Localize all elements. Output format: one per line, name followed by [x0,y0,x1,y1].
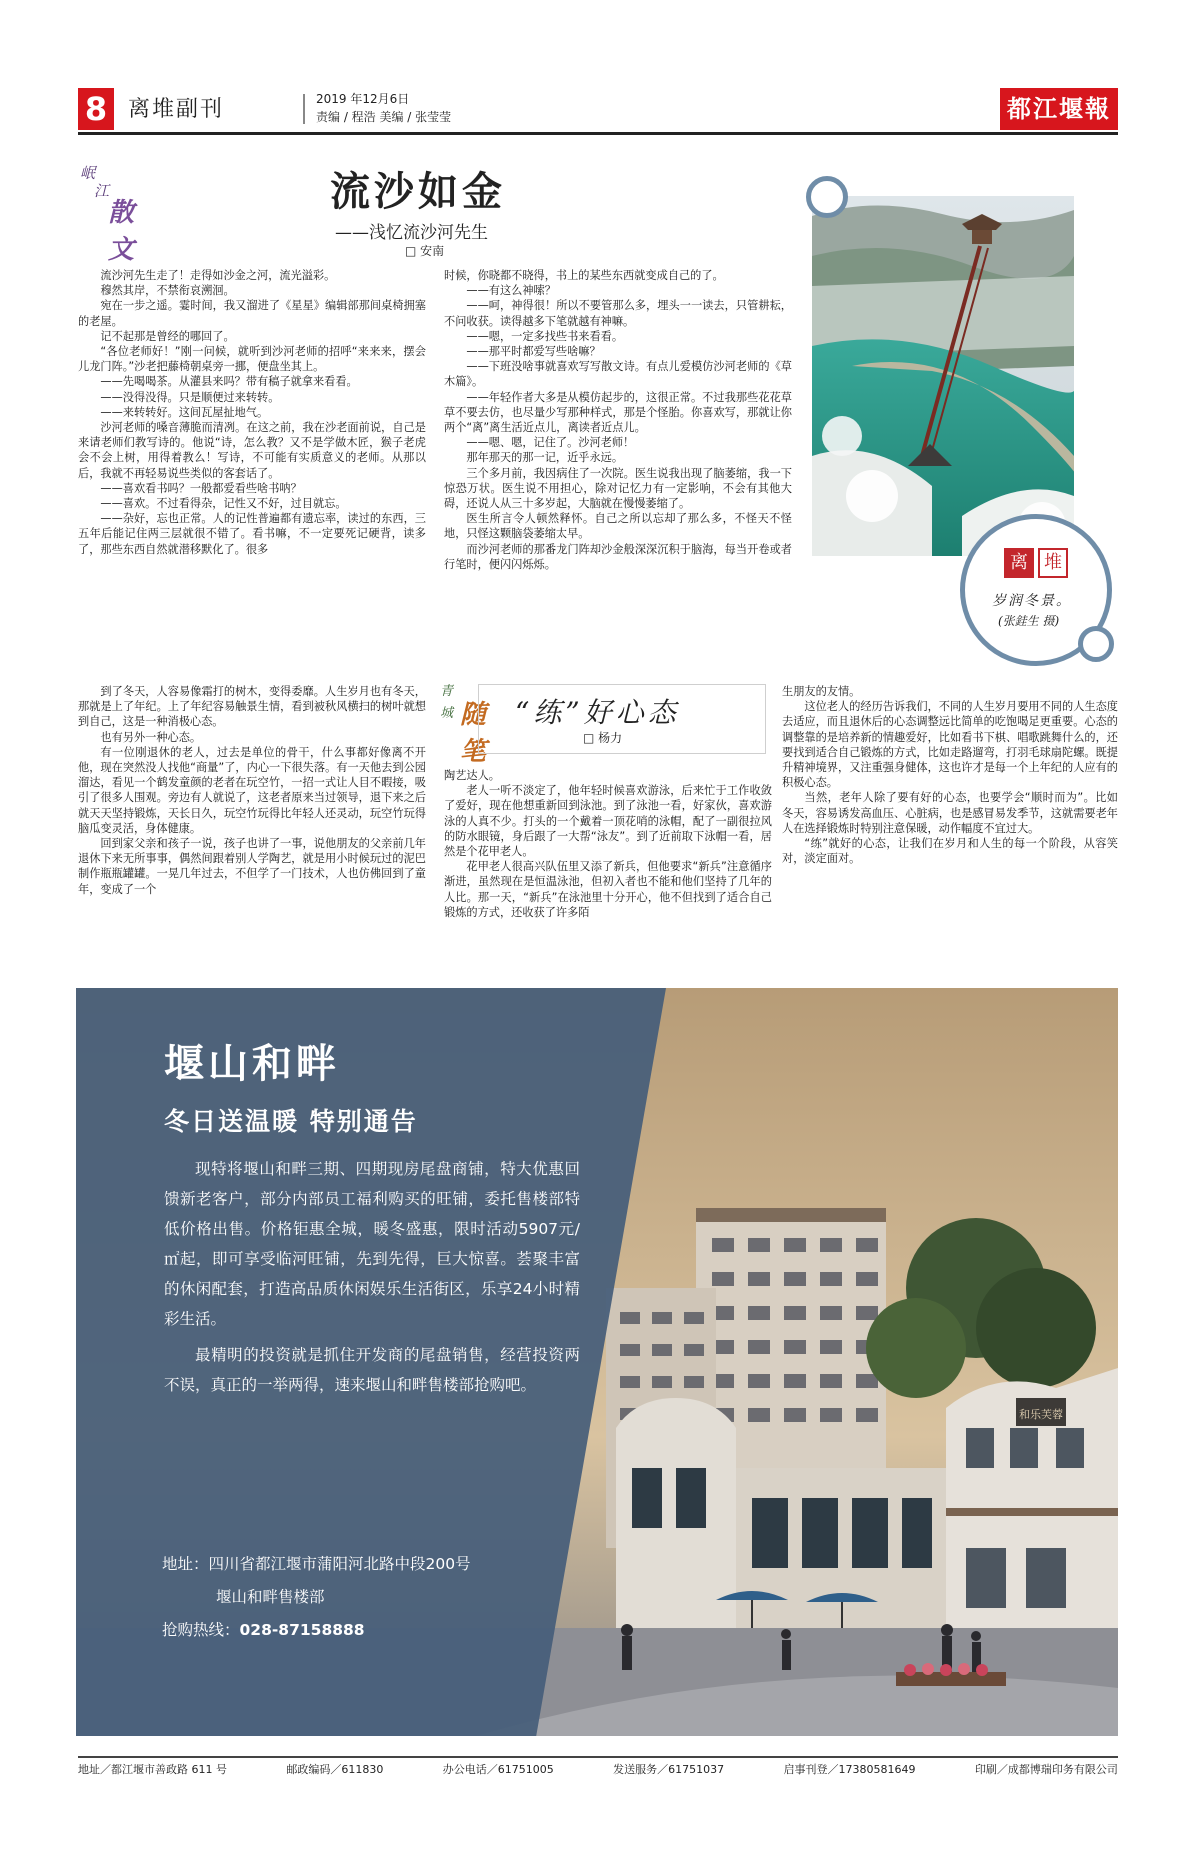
newspaper-logo: 都江堰報 [1000,88,1118,130]
paragraph: ——来转转好。这间瓦屋扯地气。 [100,405,269,419]
footer-notices: 启事刊登／17380581649 [783,1763,916,1776]
ad-contact [162,1548,471,1647]
paragraph: 而沙河老师的那番龙门阵却沙金般深深沉积于脑海，每当开卷或者行笔时，便闪闪烁烁。 [444,542,792,571]
badge-label: 散文 [108,198,135,265]
header-divider [303,94,305,124]
article2-column-3 [782,684,1118,866]
article2-title-box [478,684,766,754]
paragraph: ——嗯，一定多找些书来看看。 [466,329,624,343]
footer [78,1761,1118,1777]
badge-char: 青 [440,684,454,699]
ad-address [162,1548,471,1581]
badge-char: 城 [440,706,454,721]
ad-subtitle: 冬日送温暖 特别通告 [164,1107,418,1136]
editors-credit: 责编 / 程浩 美编 / 张莹莹 [316,110,452,124]
ad-address-line1: 四川省都江堰市蒲阳河北路中段200号 [208,1555,471,1573]
paragraph: ——下班没啥事就喜欢写写散文诗。有点儿爱模仿沙河老师的《草木篇》。 [444,360,792,389]
article-author: □ 安南 [405,244,445,258]
paragraph: 到了冬天，人容易像霜打的树木，变得委靡。人生岁月也有冬天，那就是上了年纪。上了年纪容易触景生情，看到被秋风横扫的树叶就想到自己，这是一种消极心态。 [78,685,426,729]
landscape-illustration [812,196,1074,556]
caption-seal [1004,548,1072,578]
paragraph: 医生所言令人顿然释怀。自己之所以忘却了那么多，不怪天不怪地，只怪这颗脑袋萎缩太早。 [444,512,792,541]
paragraph: 生朋友的友情。 [782,685,861,698]
paragraph: ——年轻作者大多是从模仿起步的，这很正常。不过我那些花花草草不要去仿，也尽量少写那种样式，那是个怪胎。你喜欢写，那就让你两个“离”离生活近点儿，离读者近点儿。 [444,390,792,435]
ad-hotline-label: 抢购热线： [162,1621,240,1639]
paragraph: 那年那天的那一记，近乎永远。 [466,451,624,465]
paragraph: ——先喝喝茶。从灌县来吗？带有稿子就拿来看看。 [100,375,358,389]
header-rule [78,132,1118,135]
photo-caption-title: 岁润冬景。 [992,593,1072,609]
section-name: 离堆副刊 [128,97,225,122]
paragraph: ——喜欢看书吗？一般都爱看些啥书呐？ [100,481,302,495]
footer-distribution: 发送服务／61751037 [613,1763,725,1776]
paragraph: 也有另外一种心态。 [100,730,202,744]
page-number: 8 [78,88,114,130]
paragraph: 当然，老年人除了要有好的心态，也要学会“顺时而为”。比如冬天，容易诱发高血压、心脏病，也是感冒易发季节，这就需要老年人在选择锻炼时特别注意保暖，动作幅度不宜过大。 [782,791,1118,835]
ad-paragraph: 最精明的投资就是抓住开发商的尾盘销售，经营投资两不误，真正的一举两得，速来堰山和畔售楼部抢购吧。 [164,1346,580,1394]
ad-address-line2: 堰山和畔售楼部 [216,1588,325,1606]
seal-char: 堆 [1038,548,1068,578]
photo-caption-author: (张銈生 摄) [998,614,1060,628]
paragraph: ——没得没得。只是顺便过来转转。 [100,390,280,404]
ad-address-label: 地址： [162,1555,209,1573]
issue-date: 2019 年12月6日 [316,92,410,106]
paragraph: ——喜欢。不过看得杂，记性又不好，过目就忘。 [100,497,347,511]
shop-sign-text: 和乐芙蓉 [1019,1408,1063,1421]
winter-landscape-photo [812,196,1074,556]
paragraph: 陶艺达人。 [444,769,500,782]
ad-paragraph: 现特将堰山和畔三期、四期现房尾盘商铺，特大优惠回馈新老客户，部分内部员工福利购买的旺铺，委托售楼部特低价格出售。价格钜惠全城，暖冬盛惠，限时活动5907元/㎡起，即可享受临河旺铺，先到先得，巨大惊喜。荟聚丰富的休闲配套，打造高品质休闲娱乐生活街区，乐享24小时精彩生活。 [164,1160,580,1328]
article-title: 流沙如金 [330,169,506,215]
paragraph: 这位老人的经历告诉我们，不同的人生岁月要用不同的人生态度去适应，而且退休后的心态调整远比简单的吃饱喝足更重要。心态的调整靠的是培养新的情趣爱好，比如看书下棋、唱歌跳舞什么的，还要找到适合自己锻炼的方式，比如走路遛弯，打羽毛球扇陀螺。既提升精神境界，又注重强身健体，这也许才是每一个上年纪的人应有的积极心态。 [782,700,1118,790]
article2-column-1 [78,684,426,897]
masthead [78,88,1118,130]
decorative-ring [806,176,848,218]
ad-hotline [162,1614,471,1647]
footer-address: 地址／都江堰市善政路 611 号 [78,1763,227,1776]
footer-rule [78,1756,1118,1758]
decorative-ring [1078,626,1114,662]
footer-office-phone: 办公电话／61751005 [442,1763,554,1776]
ad-hotline-number: 028-87158888 [239,1621,365,1639]
paragraph: 回到家父亲和孩子一说，孩子也讲了一事，说他朋友的父亲前几年退休下来无所事事，偶然间跟着别人学陶艺，就是用小时候玩过的泥巴制作瓶瓶罐罐。一晃几年过去，不但学了一门技术，人也仿佛回到了童年，变成了一个 [78,837,426,896]
paragraph: ——有这么神嗦？ [466,284,556,298]
footer-printer: 印刷／成都博瑞印务有限公司 [974,1763,1118,1776]
article2-author: □ 杨力 [583,731,623,745]
paragraph: 宛在一步之遥。霎时间，我又溜进了《星星》编辑部那间桌椅拥塞的老屋。 [78,299,426,328]
paragraph: ——那平时都爱写些啥嘛？ [466,345,601,359]
article1-column-1 [78,268,426,557]
ad-title: 堰山和畔 [164,1041,340,1087]
paragraph: ——嗯、嗯，记住了。沙河老师！ [466,436,635,450]
paragraph: 穆然其岸，不禁衔哀溯洄。 [100,284,235,298]
paragraph: 流沙河先生走了！走得如沙金之河，流光溢彩。 [100,269,336,282]
ad-body [164,1154,580,1406]
paragraph: 记不起那是曾经的哪回了。 [100,329,235,343]
article2-title: “练”好心态 [515,696,680,729]
paragraph: 三个多月前，我因病住了一次院。医生说我出现了脑萎缩，我一下惊恐万状。医生说不用担心，除对记忆力有一定影响，不会有其他大碍，还说人从三十多岁起，大脑就在慢慢萎缩了。 [444,466,792,511]
paragraph: 老人一听不淡定了，他年轻时候喜欢游泳，后来忙于工作收敛了爱好，现在他想重新回到泳池。到了泳池一看，好家伙，喜欢游泳的人真不少。打头的一个戴着一顶花哨的泳帽，配了一副很拉风的防水眼镜，身后跟了一大帮“泳友”。到了近前取下泳帽一看，居然是个花甲老人。 [444,784,772,859]
paragraph: 时候，你晓都不晓得，书上的某些东西就变成自己的了。 [444,269,724,282]
paragraph: “各位老师好！”刚一问候，就听到沙河老师的招呼“来来来，摆会儿龙门阵。”沙老把藤椅朝桌旁一挪，便盘坐其上。 [78,345,426,374]
article2-column-2 [444,768,772,920]
seal-char: 离 [1004,548,1034,578]
article-subtitle: ——浅忆流沙河先生 [335,223,488,243]
badge-char: 岷 [80,164,96,182]
paragraph: 有一位刚退休的老人，过去是单位的骨干，什么事都好像离不开他，现在突然没人找他“商量”了，内心一下很失落。有一天他去到公园溜达，看见一个鹤发童颜的老者在玩空竹，一招一式让人目不暇接，吸引了很多人围观。旁边有人就说了，这老者原来当过领导，退下来之后就天天坚持锻炼，天长日久，玩空竹玩得比年轻人还灵动，玩空竹玩得脑瓜变灵活，身体健康。 [78,745,426,835]
paragraph: ——杂好，忘也正常。人的记性普遍都有遗忘率，读过的东西，三五年后能记住两三层就很不错了。看书嘛，不一定要死记硬背，读多了，那些东西自然就潜移默化了。很多 [78,512,426,556]
badge-label: 随笔 [460,700,487,767]
paragraph: “练”就好的心态，让我们在岁月和人生的每一个阶段，从容笑对，淡定面对。 [782,837,1118,866]
badge-char: 江 [94,182,110,200]
real-estate-advertisement [76,988,1118,1736]
paragraph: 花甲老人很高兴队伍里又添了新兵，但他要求“新兵”注意循序渐进，虽然现在是恒温泳池，但初入者也不能和他们坚持了几年的人比。那一天，“新兵”在泳池里十分开心，他不但找到了适合自己锻炼的方式，还收获了许多陌 [444,860,772,919]
column-badge-minjiang [80,162,142,265]
paragraph: 沙河老师的嗓音薄脆而清冽。在这之前，我在沙老面前说，自己是来请老师们教写诗的。他说“诗，怎么教？又不是学做木匠，猴子老虎会不会上树，用得着教么！写诗，不可能有实质意义的老师。从那以后，我就不再轻易说些类似的客套话了。 [78,421,426,480]
footer-postcode: 邮政编码／611830 [286,1763,384,1776]
paragraph: ——呵，神得很！所以不要管那么多，埋头一一读去，只管耕耘，不问收获。读得越多下笔就越有神嘛。 [444,299,792,328]
article1-column-2 [444,268,792,572]
